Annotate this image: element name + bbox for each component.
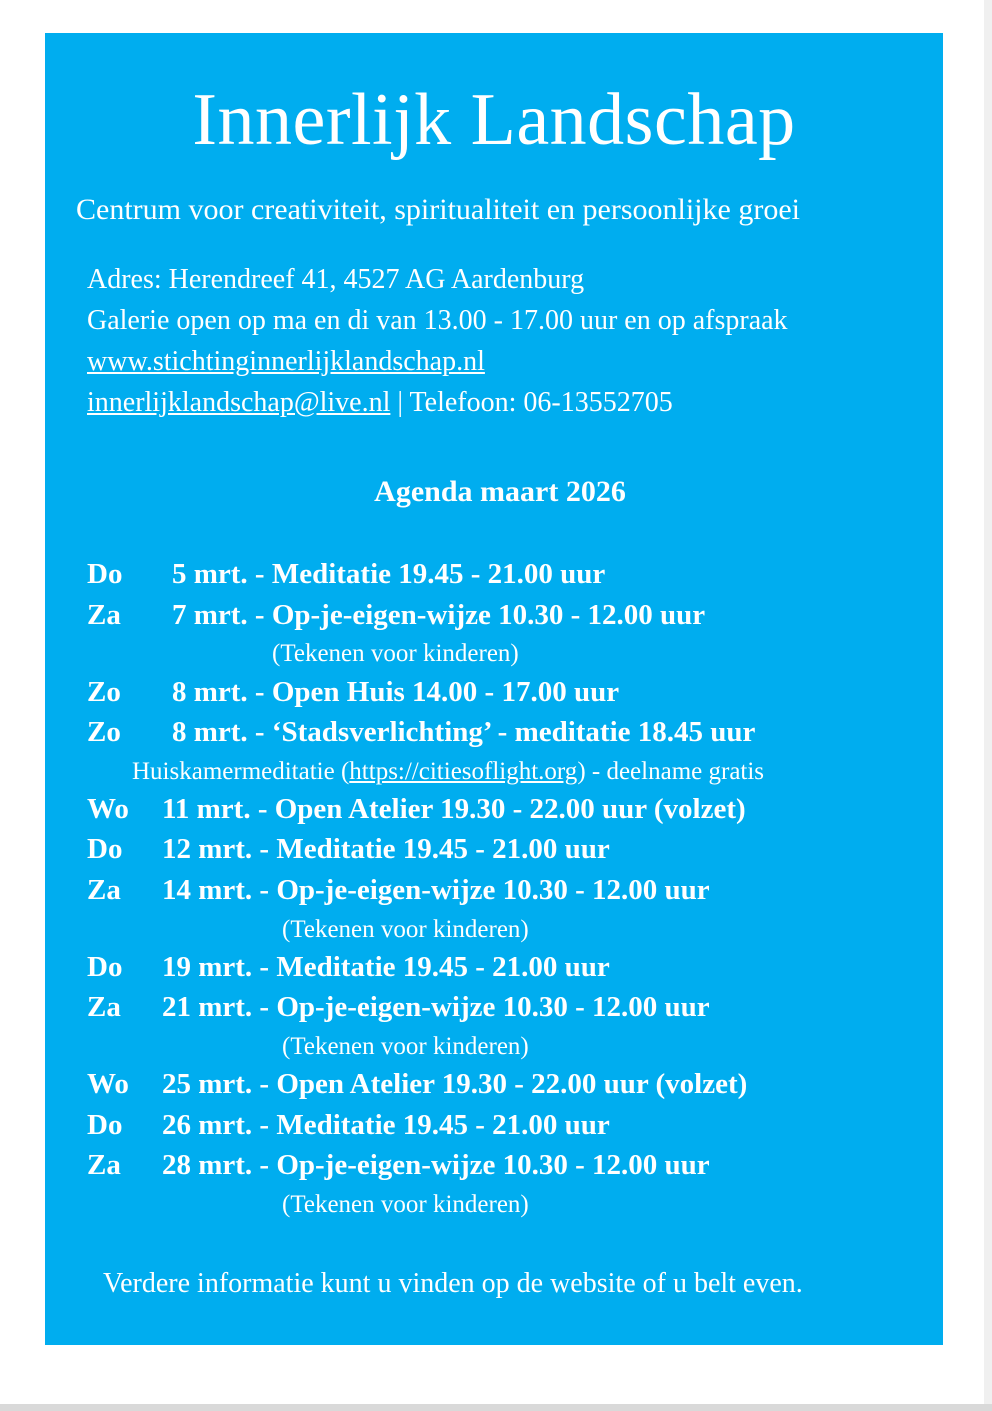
agenda-item-note: (Tekenen voor kinderen) bbox=[282, 1033, 529, 1060]
agenda-item-text: 8 mrt. - ‘Stadsverlichting’ - meditatie 18.45 uur bbox=[172, 716, 756, 748]
agenda-item-note: (Tekenen voor kinderen) bbox=[282, 1191, 529, 1218]
agenda-item-day: Do bbox=[87, 558, 123, 590]
phone-number: Telefoon: 06-13552705 bbox=[409, 387, 673, 418]
agenda-item-text: 11 mrt. - Open Atelier 19.30 - 22.00 uur (volzet) bbox=[162, 793, 746, 825]
agenda-item-text: 8 mrt. - Open Huis 14.00 - 17.00 uur bbox=[172, 676, 620, 708]
agenda-item-day: Za bbox=[87, 874, 121, 906]
agenda-item-note: (Tekenen voor kinderen) bbox=[272, 640, 519, 667]
agenda-item-text: 25 mrt. - Open Atelier 19.30 - 22.00 uur (volzet) bbox=[162, 1068, 748, 1100]
agenda-title: Agenda maart 2026 bbox=[374, 475, 626, 508]
page-edge-bottom bbox=[0, 1404, 992, 1411]
agenda-item-day: Za bbox=[87, 599, 121, 631]
poster bbox=[45, 33, 943, 1345]
footer-text: Verdere informatie kunt u vinden op de website of u belt even. bbox=[103, 1268, 803, 1299]
huiskamer-note-prefix: Huiskamermeditatie ( bbox=[132, 758, 350, 785]
website-link[interactable]: www.stichtinginnerlijklandschap.nl bbox=[87, 346, 485, 377]
agenda-item-day: Wo bbox=[87, 1068, 129, 1100]
agenda-item-day: Zo bbox=[87, 676, 121, 708]
email-link[interactable]: innerlijklandschap@live.nl bbox=[87, 387, 391, 418]
agenda-item-text: 5 mrt. - Meditatie 19.45 - 21.00 uur bbox=[172, 558, 606, 590]
agenda-item-note: (Tekenen voor kinderen) bbox=[282, 916, 529, 943]
agenda-item-text: 19 mrt. - Meditatie 19.45 - 21.00 uur bbox=[162, 951, 610, 983]
page-edge-right bbox=[984, 0, 992, 1411]
agenda-item-day: Za bbox=[87, 991, 121, 1023]
subtitle: Centrum voor creativiteit, spiritualiteit en persoonlijke groei bbox=[76, 193, 800, 226]
contact-block bbox=[87, 259, 788, 423]
agenda-item-day: Wo bbox=[87, 793, 129, 825]
huiskamer-note-suffix: ) - deelname gratis bbox=[577, 758, 765, 785]
agenda-item-text: 12 mrt. - Meditatie 19.45 - 21.00 uur bbox=[162, 833, 610, 865]
agenda-item-day: Za bbox=[87, 1149, 121, 1181]
contact-separator: | bbox=[397, 387, 403, 418]
agenda-item-text: 21 mrt. - Op-je-eigen-wijze 10.30 - 12.00 uur bbox=[162, 991, 710, 1023]
agenda-item-day: Do bbox=[87, 951, 123, 983]
agenda-item-day: Do bbox=[87, 1109, 123, 1141]
huiskamer-note bbox=[132, 759, 764, 784]
agenda-item-text: 26 mrt. - Meditatie 19.45 - 21.00 uur bbox=[162, 1109, 610, 1141]
address: Adres: Herendreef 41, 4527 AG Aardenburg bbox=[87, 264, 585, 295]
citiesoflight-link[interactable]: https://citiesoflight.org bbox=[349, 758, 578, 785]
page-title: Innerlijk Landschap bbox=[192, 79, 796, 161]
agenda-item-day: Zo bbox=[87, 716, 121, 748]
agenda-item-text: 7 mrt. - Op-je-eigen-wijze 10.30 - 12.00 uur bbox=[172, 599, 706, 631]
agenda-item-text: 28 mrt. - Op-je-eigen-wijze 10.30 - 12.00 uur bbox=[162, 1149, 710, 1181]
agenda-item-day: Do bbox=[87, 833, 123, 865]
opening-hours: Galerie open op ma en di van 13.00 - 17.00 uur en op afspraak bbox=[87, 305, 788, 336]
agenda-item-text: 14 mrt. - Op-je-eigen-wijze 10.30 - 12.00 uur bbox=[162, 874, 710, 906]
